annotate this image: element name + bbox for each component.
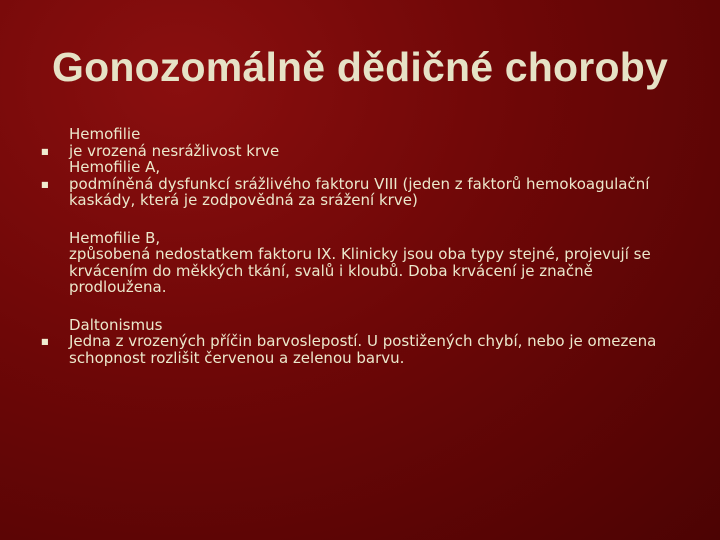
heading-hemofilie-b: Hemofilie B, (69, 228, 161, 247)
square-bullet-icon (41, 176, 49, 194)
block-hemofilie (40, 126, 690, 209)
list-item (40, 126, 690, 143)
heading-hemofilie-a: Hemofilie A, (69, 158, 161, 176)
heading-hemofilie: Hemofilie (69, 125, 141, 143)
list-item (40, 317, 690, 334)
square-bullet-icon (41, 143, 49, 161)
list-item (40, 159, 690, 176)
list-item (40, 246, 690, 296)
list-item (40, 176, 690, 209)
block-hemofilie-b (40, 230, 690, 296)
slide-content (40, 126, 690, 366)
block-daltonismus (40, 317, 690, 367)
list-item (40, 333, 690, 366)
text-daltonismus: Jedna z vrozených příčin barvoslepostí. U postižených chybí, nebo je omezena schopnost rozlišit červenou a zelenou barvu. (69, 332, 657, 367)
list-item (40, 143, 690, 160)
square-bullet-icon (41, 333, 49, 351)
text-hemofilie-a: podmíněná dysfunkcí srážlivého faktoru VIII (jeden z faktorů hemokoagulační kaskády, která je zodpovědná za srážení krve) (69, 174, 650, 209)
list-item (40, 230, 690, 247)
text-hemofilie-b: způsobená nedostatkem faktoru IX. Klinicky jsou oba typy stejné, projevují se krvácením do měkkých tkání, svalů i kloubů. Doba krvácení je značně prodloužena. (69, 245, 651, 296)
heading-daltonismus: Daltonismus (69, 315, 163, 334)
slide-title: Gonozomálně dědičné choroby (52, 44, 668, 90)
text-definition: je vrozená nesrážlivost krve (69, 141, 280, 160)
